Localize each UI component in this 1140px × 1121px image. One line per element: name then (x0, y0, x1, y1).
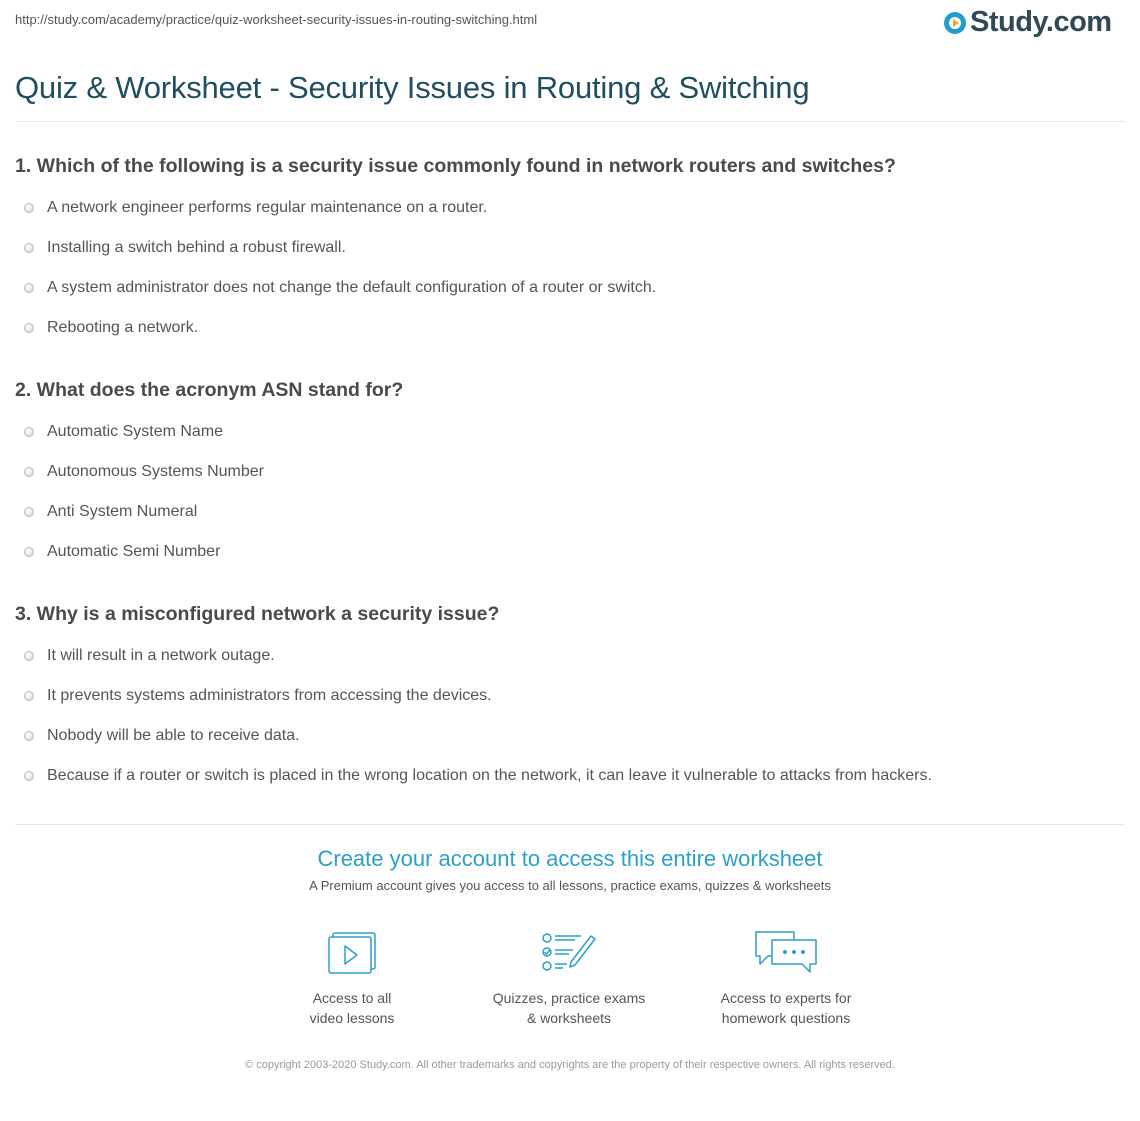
answer-text: A network engineer performs regular maintenance on a router. (47, 199, 488, 216)
answer-option[interactable] (24, 239, 346, 257)
feature-video-lessons (252, 930, 452, 1028)
radio-button[interactable] (24, 243, 34, 253)
feature-quizzes (469, 930, 669, 1028)
copyright: © copyright 2003-2020 Study.com. All other trademarks and copyrights are the property of their respective owners. All rights reserved. (245, 1059, 895, 1071)
question-1: 1. Which of the following is a security issue commonly found in network routers and switches? (15, 155, 896, 177)
feature-line-1: Access to all (312, 990, 392, 1006)
expert-chat-icon (754, 930, 818, 974)
answer-option[interactable] (24, 727, 300, 745)
feature-line-2: homework questions (721, 1010, 851, 1026)
radio-button[interactable] (24, 507, 34, 517)
question-3: 3. Why is a misconfigured network a security issue? (15, 603, 500, 625)
answer-text: A system administrator does not change the default configuration of a router or switch. (47, 279, 657, 296)
answer-option[interactable] (24, 767, 932, 785)
radio-button[interactable] (24, 547, 34, 557)
radio-button[interactable] (24, 771, 34, 781)
answer-text: It prevents systems administrators from accessing the devices. (47, 687, 492, 704)
answer-text: Autonomous Systems Number (47, 463, 264, 480)
create-account-link[interactable]: Create your account to access this entire worksheet (317, 846, 823, 871)
radio-button[interactable] (24, 651, 34, 661)
radio-button[interactable] (24, 731, 34, 741)
feature-line-2: & worksheets (526, 1010, 612, 1026)
radio-button[interactable] (24, 203, 34, 213)
section-divider (15, 824, 1125, 825)
answer-text: Rebooting a network. (47, 319, 199, 336)
radio-button[interactable] (24, 323, 34, 333)
radio-button[interactable] (24, 283, 34, 293)
answer-option[interactable] (24, 279, 656, 297)
radio-button[interactable] (24, 691, 34, 701)
feature-line-1: Access to experts for (720, 990, 852, 1006)
logo-text: Study.com (970, 6, 1112, 38)
page-title: Quiz & Worksheet - Security Issues in Routing & Switching (15, 70, 810, 105)
study-logo-icon (944, 12, 966, 34)
radio-button[interactable] (24, 467, 34, 477)
answer-text: Anti System Numeral (47, 503, 198, 520)
answer-option[interactable] (24, 503, 197, 521)
question-2: 2. What does the acronym ASN stand for? (15, 379, 404, 401)
study-logo[interactable] (944, 6, 1112, 39)
page-url: http://study.com/academy/practice/quiz-worksheet-security-issues-in-routing-switching.html (15, 12, 538, 27)
answer-text: Nobody will be able to receive data. (47, 727, 300, 744)
answer-option[interactable] (24, 543, 220, 561)
premium-description: A Premium account gives you access to all lessons, practice exams, quizzes & worksheets (309, 878, 831, 893)
answer-option[interactable] (24, 647, 275, 665)
answer-option[interactable] (24, 687, 492, 705)
answer-text: Automatic System Name (47, 423, 224, 440)
answer-option[interactable] (24, 199, 487, 217)
quiz-checklist-icon (541, 930, 597, 974)
answer-text: It will result in a network outage. (47, 647, 275, 664)
video-lesson-icon (327, 930, 377, 974)
answer-text: Automatic Semi Number (47, 543, 221, 560)
answer-option[interactable] (24, 423, 223, 441)
title-divider (15, 121, 1125, 122)
answer-text: Because if a router or switch is placed in the wrong location on the network, it can leave it vulnerable to attacks from hackers. (47, 767, 932, 784)
feature-line-1: Quizzes, practice exams (492, 990, 646, 1006)
answer-text: Installing a switch behind a robust firewall. (47, 239, 346, 256)
radio-button[interactable] (24, 427, 34, 437)
answer-option[interactable] (24, 319, 198, 337)
feature-experts (686, 930, 886, 1028)
answer-option[interactable] (24, 463, 264, 481)
feature-line-2: video lessons (309, 1010, 395, 1026)
